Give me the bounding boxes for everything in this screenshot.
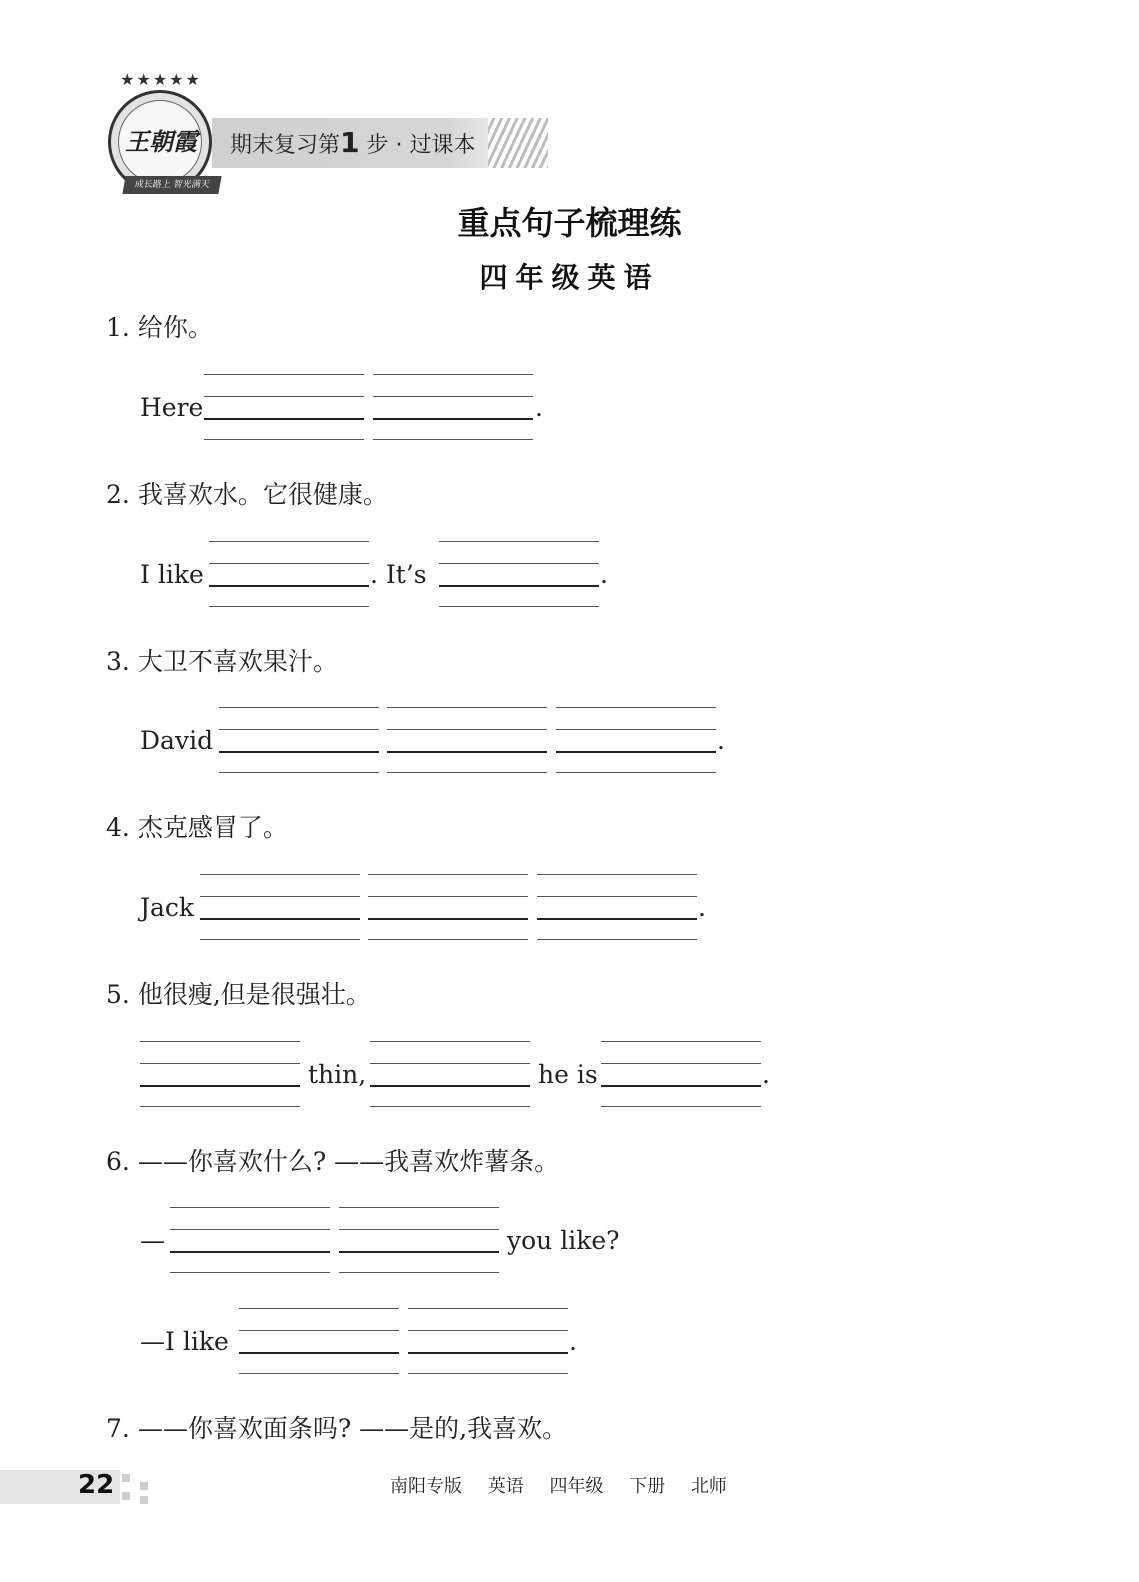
question-chinese: 给你。 (137, 313, 213, 342)
banner-pre: 期末复习第 (230, 133, 341, 158)
footer-grade: 四年级 (549, 1476, 604, 1497)
question-4-prompt (106, 808, 288, 844)
q4-prefix: Jack (140, 893, 195, 922)
question-chinese: ——你喜欢什么? ——我喜欢炸薯条。 (137, 1147, 560, 1176)
footer-subject: 英语 (487, 1476, 524, 1497)
question-7-prompt (106, 1409, 567, 1445)
page-title: 重点句子梳理练 (457, 204, 682, 242)
question-2-prompt (106, 475, 388, 511)
q5-mid-2: he is (538, 1060, 598, 1089)
q2-prefix: I like (140, 560, 204, 589)
footer-square (140, 1482, 148, 1490)
question-chinese: 大卫不喜欢果汁。 (137, 647, 338, 676)
q3-prefix: David (140, 726, 214, 755)
banner-label (230, 118, 475, 171)
q5-blank-2[interactable] (370, 1041, 530, 1107)
q6-blank-1[interactable] (170, 1207, 330, 1273)
footer-volume: 下册 (629, 1476, 666, 1497)
q4-blank-3[interactable] (537, 874, 697, 940)
question-chinese: 他很瘦,但是很强壮。 (137, 980, 371, 1009)
q5-period: . (762, 1060, 770, 1089)
q3-period: . (717, 726, 725, 755)
footer-square (140, 1496, 148, 1504)
q4-period: . (698, 893, 706, 922)
footer-square (122, 1474, 130, 1482)
q5-blank-1[interactable] (140, 1041, 300, 1107)
banner-num: 1 (340, 126, 360, 159)
q6-period: . (569, 1327, 577, 1356)
question-1-prompt (106, 308, 213, 344)
page-number: 22 (78, 1470, 115, 1500)
q5-blank-3[interactable] (601, 1041, 761, 1107)
q4-blank-1[interactable] (200, 874, 360, 940)
footer-edition: 南阳专版 (390, 1476, 462, 1497)
section-banner (212, 118, 548, 168)
question-number: 6. (106, 1147, 130, 1176)
q6-blank-3[interactable] (239, 1308, 399, 1374)
q6-blank-4[interactable] (408, 1308, 568, 1374)
question-number: 7. (106, 1414, 130, 1443)
q3-blank-1[interactable] (219, 707, 379, 773)
badge-brand-text: 王朝霞 (125, 127, 197, 156)
star-icons: ★★★★★ (120, 70, 202, 89)
question-chinese: 杰克感冒了。 (137, 813, 288, 842)
question-chinese: 我喜欢水。它很健康。 (137, 480, 388, 509)
question-number: 5. (106, 980, 130, 1009)
badge-ribbon: 成长路上 智光满天 (122, 176, 221, 194)
question-5-prompt (106, 975, 371, 1011)
q1-blank-1[interactable] (204, 374, 364, 440)
question-6-prompt (106, 1142, 559, 1178)
question-number: 3. (106, 647, 130, 676)
q3-blank-3[interactable] (556, 707, 716, 773)
banner-post: 步 · 过课本 (366, 133, 476, 158)
footer-publisher: 北师 (690, 1476, 727, 1497)
question-3-prompt (106, 642, 338, 678)
q4-blank-2[interactable] (368, 874, 528, 940)
question-number: 2. (106, 480, 130, 509)
q2-period: . (600, 560, 608, 589)
q3-blank-2[interactable] (387, 707, 547, 773)
brand-logo (104, 70, 216, 198)
q2-blank-2[interactable] (439, 541, 599, 607)
q6-line1-suffix: you like? (507, 1226, 620, 1255)
footer-info (390, 1472, 747, 1498)
page-subtitle: 四年级英语 (479, 261, 660, 294)
q5-mid-1: thin, (308, 1060, 367, 1089)
q2-blank-1[interactable] (209, 541, 369, 607)
question-number: 4. (106, 813, 130, 842)
banner-stripes (488, 118, 548, 168)
q6-blank-2[interactable] (339, 1207, 499, 1273)
q6-line2-prefix: —I like (140, 1327, 229, 1356)
q1-period: . (535, 393, 543, 422)
q1-prefix: Here (140, 393, 204, 422)
q2-mid: . It’s (370, 560, 427, 589)
question-chinese: ——你喜欢面条吗? ——是的,我喜欢。 (137, 1414, 568, 1443)
question-number: 1. (106, 313, 130, 342)
q6-line1-prefix: — (140, 1226, 165, 1255)
q1-blank-2[interactable] (373, 374, 533, 440)
footer-square (122, 1492, 130, 1500)
